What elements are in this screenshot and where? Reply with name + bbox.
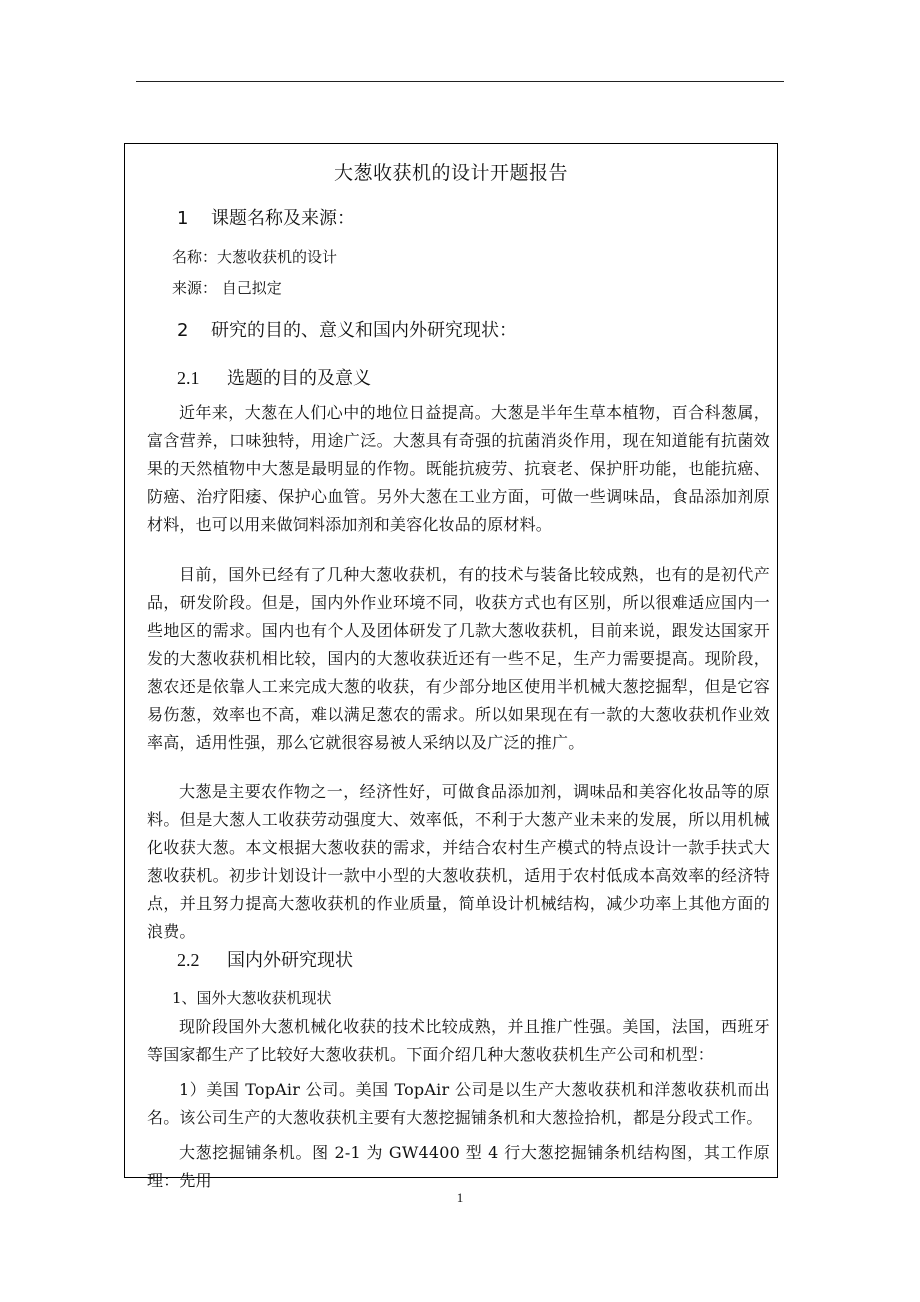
topic-source-line: 来源： 自己拟定	[172, 279, 282, 297]
header-rule	[136, 81, 784, 82]
section-2-1-heading	[177, 364, 371, 390]
section-title: 课题名称及来源：	[211, 208, 355, 229]
section-title: 研究的目的、意义和国内外研究现状：	[211, 320, 517, 341]
paragraph-purpose: 近年来，大葱在人们心中的地位日益提高。大葱是半年生草本植物，百合科葱属，富含营养，口味独特，用途广泛。大葱具有奇强的抗菌消炎作用，现在知道能有抗菌效果的天然植物中大葱是最明显的作物。既能抗疲劳、抗衰老、保护肝功能，也能抗癌、防癌、治疗阳痿、保护心血管。另外大葱在工业方面，可做一些调味品，食品添加剂原材料，也可以用来做饲料添加剂和美容化妆品的原材料。	[147, 403, 770, 534]
paragraph-significance: 大葱是主要农作物之一，经济性好，可做食品添加剂，调味品和美容化妆品等的原料。但是大葱人工收获劳动强度大、效率低，不利于大葱产业未来的发展，所以用机械化收获大葱。本文根据大葱收获的需求，并结合农村生产模式的特点设计一款手扶式大葱收获机。初步计划设计一款中小型的大葱收获机，适用于农村低成本高效率的经济特点，并且努力提高大葱收获机的作业质量，简单设计机械结构，减少功率上其他方面的浪费。	[147, 782, 770, 941]
section-number: 2	[177, 320, 189, 341]
section-number: 1	[177, 208, 189, 229]
section-number: 2.2	[177, 950, 200, 970]
paragraph-digger: 大葱挖掘铺条机。图 2-1 为 GW4400 型 4 行大葱挖掘铺条机结构图，其工作原理：先用	[147, 1143, 770, 1190]
section-number: 2.1	[177, 368, 200, 388]
page-number: 1	[456, 1190, 464, 1205]
section-title: 国内外研究现状	[227, 950, 353, 971]
subheading-foreign-status: 1、国外大葱收获机现状	[172, 989, 332, 1007]
report-title: 大葱收获机的设计开题报告	[333, 162, 568, 184]
report-frame	[124, 143, 778, 1190]
section-2-heading	[177, 316, 517, 342]
paragraph-status: 目前，国外已经有了几种大葱收获机，有的技术与装备比较成熟，也有的是初代产品，研发阶段。但是，国内外作业环境不同，收获方式也有区别，所以很难适应国内一些地区的需求。国内也有个人及团体研发了几款大葱收获机，目前来说，跟发达国家开发的大葱收获机相比较，国内的大葱收获近还有一些不足，生产力需要提高。现阶段，葱农还是依靠人工来完成大葱的收获，有少部分地区使用半机械大葱挖掘犁，但是它容易伤葱，效率也不高，难以满足葱农的需求。所以如果现在有一款的大葱收获机作业效率高，适用性强，那么它就很容易被人采纳以及广泛的推广。	[147, 565, 770, 752]
section-2-2-heading	[177, 946, 353, 972]
section-1-heading	[177, 204, 355, 230]
topic-name-line: 名称：大葱收获机的设计	[172, 248, 338, 266]
paragraph-foreign-intro: 现阶段国外大葱机械化收获的技术比较成熟，并且推广性强。美国，法国，西班牙等国家都生产了比较好大葱收获机。下面介绍几种大葱收获机生产公司和机型：	[147, 1017, 770, 1064]
section-title: 选题的目的及意义	[227, 368, 371, 389]
paragraph-topair: 1）美国 TopAir 公司。美国 TopAir 公司是以生产大葱收获机和洋葱收获机而出名。该公司生产的大葱收获机主要有大葱挖掘铺条机和大葱捡拾机，都是分段式工作。	[147, 1080, 770, 1127]
